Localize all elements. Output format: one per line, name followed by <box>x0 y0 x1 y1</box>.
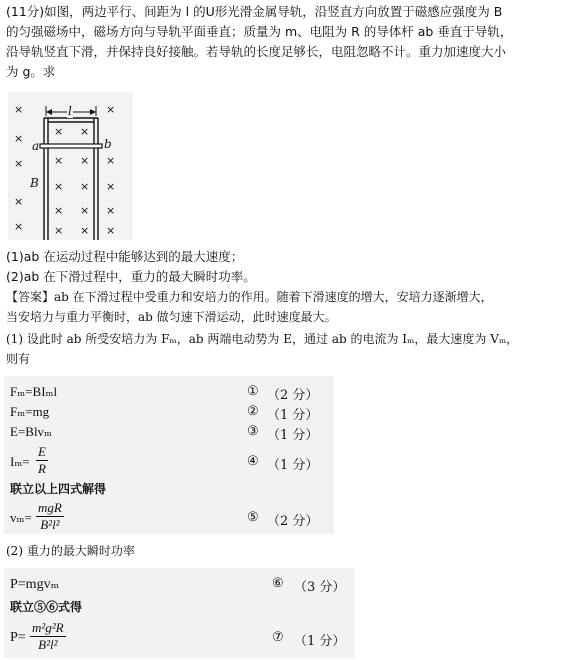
field-cross: × <box>54 125 64 138</box>
equation-5-fraction <box>36 500 64 533</box>
equation-4-mark: ④ <box>247 454 259 469</box>
problem-line-4: 为 g。求 <box>6 64 56 79</box>
equation-6-score: （3 分） <box>294 580 346 595</box>
field-cross: × <box>14 103 24 116</box>
equation-5-lhs: vₘ= <box>10 510 32 525</box>
field-cross: × <box>14 157 24 170</box>
answer-line-3: (1) 设此时 ab 所受安培力为 Fₘ，ab 两端电动势为 E，通过 ab 的电流为 Iₘ，最大速度为 Vₘ， <box>6 332 519 346</box>
equation-5-numerator: mgR <box>38 500 62 515</box>
field-cross: × <box>80 154 90 167</box>
equation-1-mark: ① <box>247 384 259 399</box>
field-cross: × <box>14 132 24 145</box>
equation-3-score: （1 分） <box>267 428 319 443</box>
field-cross: × <box>106 154 116 167</box>
equation-3: E=Blvₘ <box>10 424 53 439</box>
equation-block-2 <box>4 568 354 658</box>
equation-7-lhs: P= <box>10 630 26 645</box>
field-cross: × <box>106 103 116 116</box>
question-2: (2)ab 在下滑过程中，重力的最大瞬时功率。 <box>6 269 256 284</box>
equation-5-score: （2 分） <box>267 514 319 529</box>
field-cross: × <box>54 204 64 217</box>
field-cross: × <box>80 125 90 138</box>
equation-1-score: （2 分） <box>267 388 319 403</box>
equation-2: Fₘ=mg <box>10 404 50 419</box>
field-cross: × <box>14 220 24 233</box>
field-cross: × <box>54 180 64 193</box>
answer-line-4: 则有 <box>6 352 31 366</box>
equation-4-numerator: E <box>38 444 46 459</box>
equation-3-mark: ③ <box>247 424 259 439</box>
field-cross: × <box>80 224 90 237</box>
answer-line-1: 【答案】ab 在下滑过程中受重力和安培力的作用。随着下滑速度的增大，安培力逐渐增大， <box>6 290 493 304</box>
field-cross: × <box>106 180 116 193</box>
equation-6: P=mgvₘ <box>10 577 60 592</box>
equation-4-score: （1 分） <box>267 458 319 473</box>
equation-4-denominator: R <box>38 461 46 476</box>
field-cross: × <box>80 180 90 193</box>
rail-figure <box>8 92 133 240</box>
field-cross: × <box>54 154 64 167</box>
equation-4-fraction <box>36 444 48 477</box>
equation-5-mark: ⑤ <box>247 510 259 525</box>
equation-block-1 <box>4 376 334 534</box>
field-cross: × <box>106 224 116 237</box>
problem-line-2: 的匀强磁场中，磁场方向与导轨平面垂直；质量为 m、电阻为 R 的导体杆 ab 垂直于导轨， <box>6 24 513 39</box>
equation-6-mark: ⑥ <box>272 576 284 591</box>
field-cross: × <box>80 204 90 217</box>
equation-7-score: （1 分） <box>294 634 346 649</box>
equation-4-lhs: Iₘ= <box>10 454 30 469</box>
equation-2-score: （1 分） <box>267 408 319 423</box>
label-B: B <box>30 176 39 190</box>
equation-7-denominator: B²l² <box>38 637 58 652</box>
equation-7-mark: ⑦ <box>272 630 284 645</box>
equation-5-denominator: B²l² <box>40 517 60 532</box>
combine-1: 联立以上四式解得 <box>10 482 107 496</box>
field-cross: × <box>106 204 116 217</box>
question-1: (1)ab 在运动过程中能够达到的最大速度； <box>6 249 244 264</box>
equation-2-mark: ② <box>247 404 259 419</box>
problem-line-1: (11分)如图，两边平行、间距为 l 的U形光滑金属导轨，沿竖直方向放置于磁感应强度为 B <box>6 4 503 19</box>
answer-line-2: 当安培力与重力平衡时，ab 做匀速下滑运动，此时速度最大。 <box>6 310 337 324</box>
field-cross: × <box>54 224 64 237</box>
combine-2: 联立⑤⑥式得 <box>10 600 83 614</box>
label-l: l <box>68 104 72 118</box>
label-a: a <box>32 139 40 153</box>
part-2-heading: (2) 重力的最大瞬时功率 <box>6 544 135 558</box>
equation-1: Fₘ=BIₘl <box>10 384 58 399</box>
equation-7-numerator: m²g²R <box>32 620 64 635</box>
field-cross: × <box>14 195 24 208</box>
label-b: b <box>104 137 112 151</box>
equation-7-fraction <box>30 620 66 653</box>
problem-line-3: 沿导轨竖直下滑，并保持良好接触。若导轨的长度足够长，电阻忽略不计。重力加速度大小 <box>6 44 507 59</box>
